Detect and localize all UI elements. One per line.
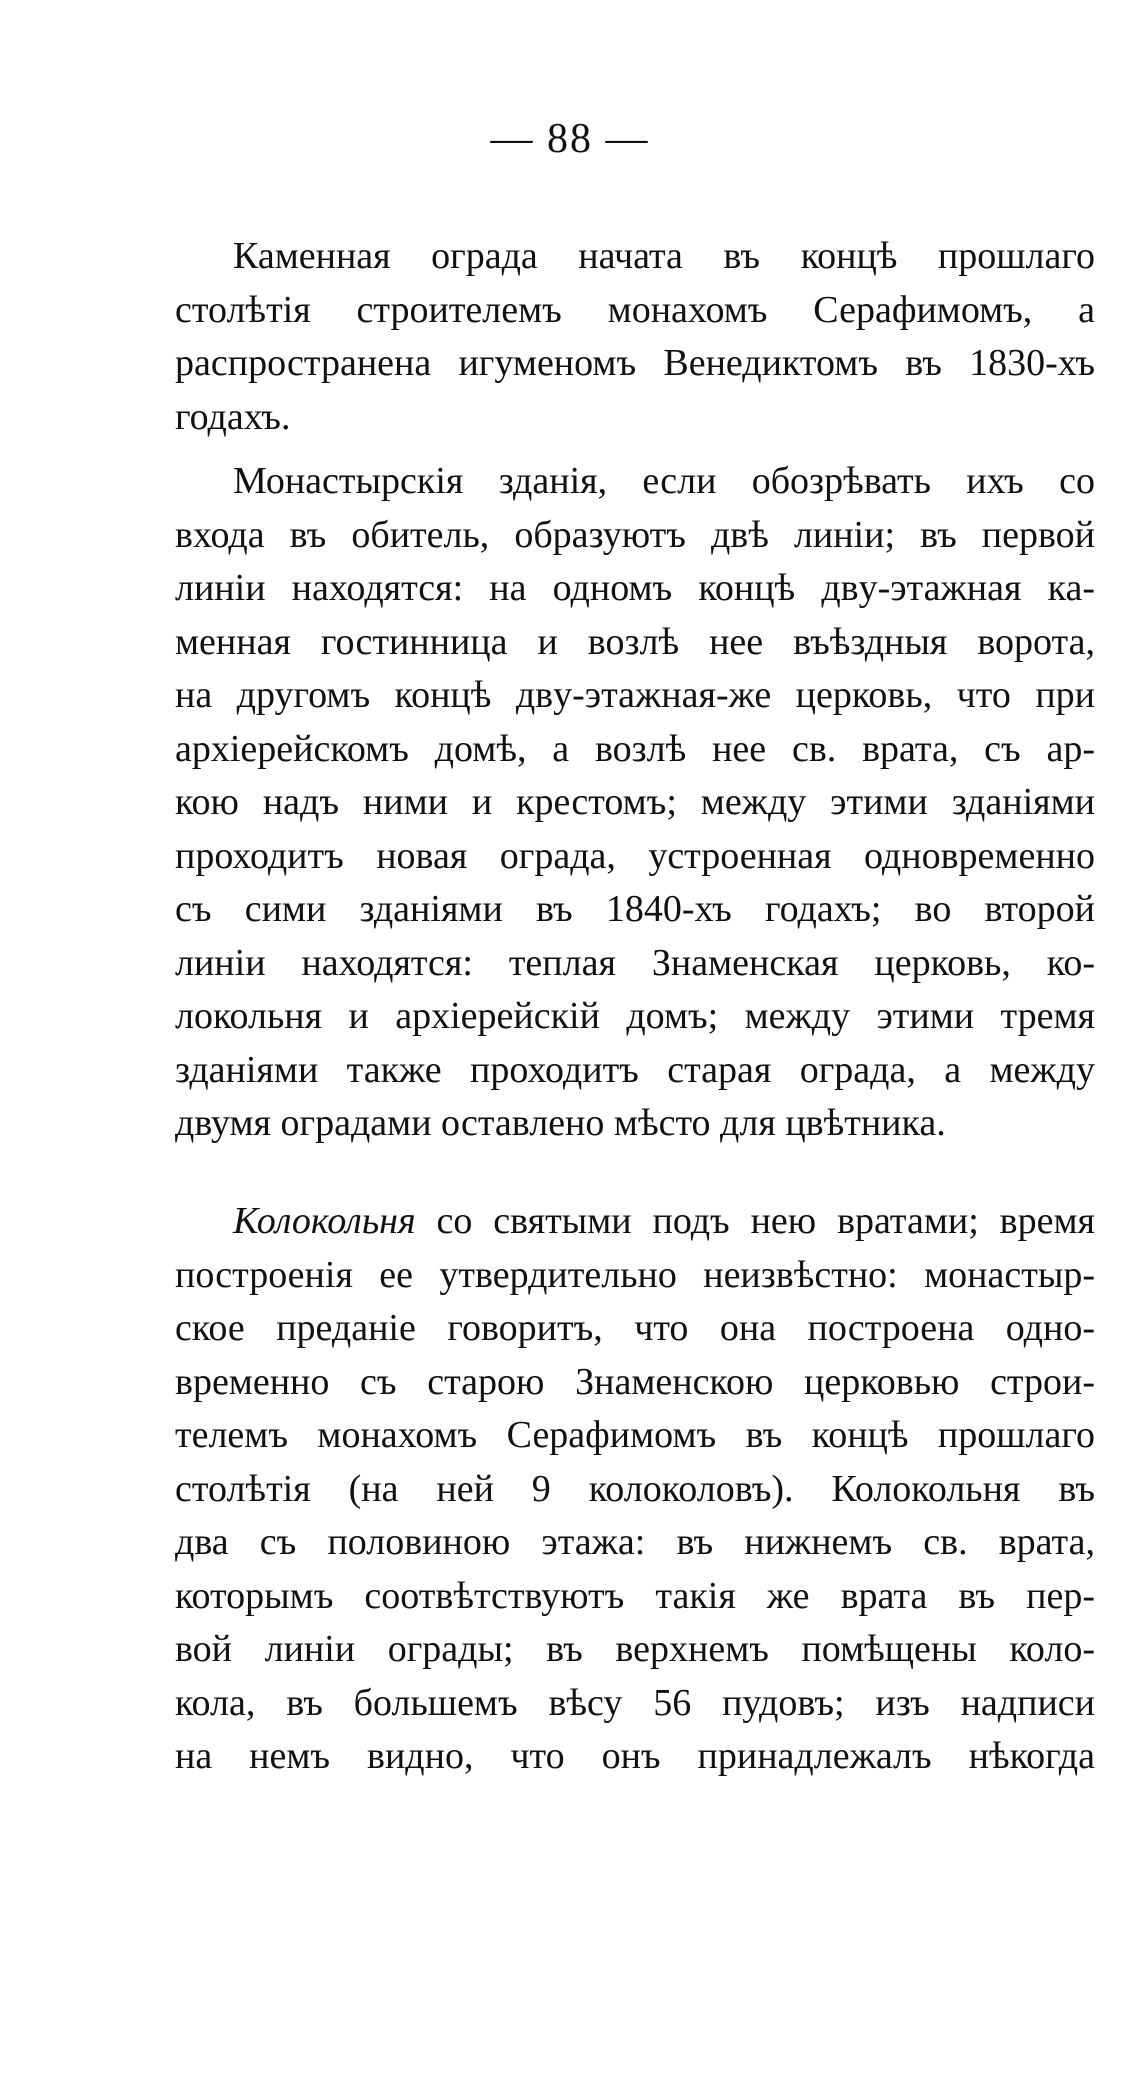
page-number: — 88 — <box>490 116 650 162</box>
text-line: вой линіи ограды; въ верхнемъ помѣщены коло- <box>175 1628 1095 1670</box>
text-line: менная гостинница и возлѣ нее въѣздныя ворота, <box>175 620 1095 663</box>
bell-tower-heading-word: Колокольня <box>233 1200 416 1242</box>
text-line: линіи находятся: на одномъ концѣ двy-этажная ка- <box>175 567 1095 609</box>
text-line: локольня и архіерейскій домъ; между этими тремя <box>175 995 1095 1037</box>
paragraph-bell-tower <box>175 1195 1095 1784</box>
text-line: два съ половиною этажа: въ нижнемъ св. врата, <box>175 1521 1095 1563</box>
text-line: которымъ соотвѣтствуютъ такія же врата въ пер- <box>175 1574 1095 1617</box>
text-line: входа въ обитель, образуютъ двѣ линіи; въ первой <box>175 513 1095 556</box>
text-line: построенія ее утвердительно неизвѣстно: монастыр- <box>175 1253 1095 1296</box>
text-line: двумя оградами оставлено мѣсто для цвѣтника. <box>175 1102 946 1144</box>
text-line: годахъ. <box>175 395 291 438</box>
text-line: ское преданіе говоритъ, что она построена одно- <box>175 1307 1095 1349</box>
text-line: Монастырскія зданія, если обозрѣвать ихъ со <box>233 460 1095 502</box>
text-line: кола, въ большемъ вѣсу 56 пудовъ; изъ надписи <box>175 1681 1095 1724</box>
text-line: столѣтія строителемъ монахомъ Серафимомъ, а <box>175 288 1095 331</box>
paragraph-monastery-buildings <box>175 455 1095 1151</box>
text-line: Каменная ограда начата въ концѣ прошлаго <box>233 235 1095 277</box>
text-line: столѣтія (на ней 9 колоколовъ). Колокольня въ <box>175 1467 1095 1510</box>
text-line: телемъ монахомъ Серафимомъ въ концѣ прошлаго <box>175 1414 1095 1456</box>
text-line: распространена игуменомъ Венедиктомъ въ 1830-хъ <box>175 342 1095 384</box>
text-line: съ сими зданіями въ 1840-хъ годахъ; во второй <box>175 888 1095 930</box>
text-line: на немъ видно, что онъ принадлежалъ нѣкогда <box>175 1735 1095 1777</box>
first-line-rest: со святыми подъ нею вратами; время <box>436 1200 1095 1242</box>
paragraph-stone-fence <box>175 230 1095 444</box>
text-line: зданіями также проходитъ старая ограда, а между <box>175 1048 1095 1091</box>
text-line: на другомъ концѣ двy-этажная-же церковь, что при <box>175 674 1095 716</box>
text-line: кою надъ ними и крестомъ; между этими зданіями <box>175 781 1095 823</box>
text-line: временно съ старою Знаменскою церковью строи- <box>175 1360 1095 1403</box>
text-line-first <box>175 1195 1095 1249</box>
text-line: архіерейскомъ домѣ, а возлѣ нее св. врата, съ ар- <box>175 727 1095 770</box>
text-line: проходитъ новая ограда, устроенная одновременно <box>175 834 1095 877</box>
text-line: линіи находятся: теплая Знаменская церковь, ко- <box>175 941 1095 984</box>
